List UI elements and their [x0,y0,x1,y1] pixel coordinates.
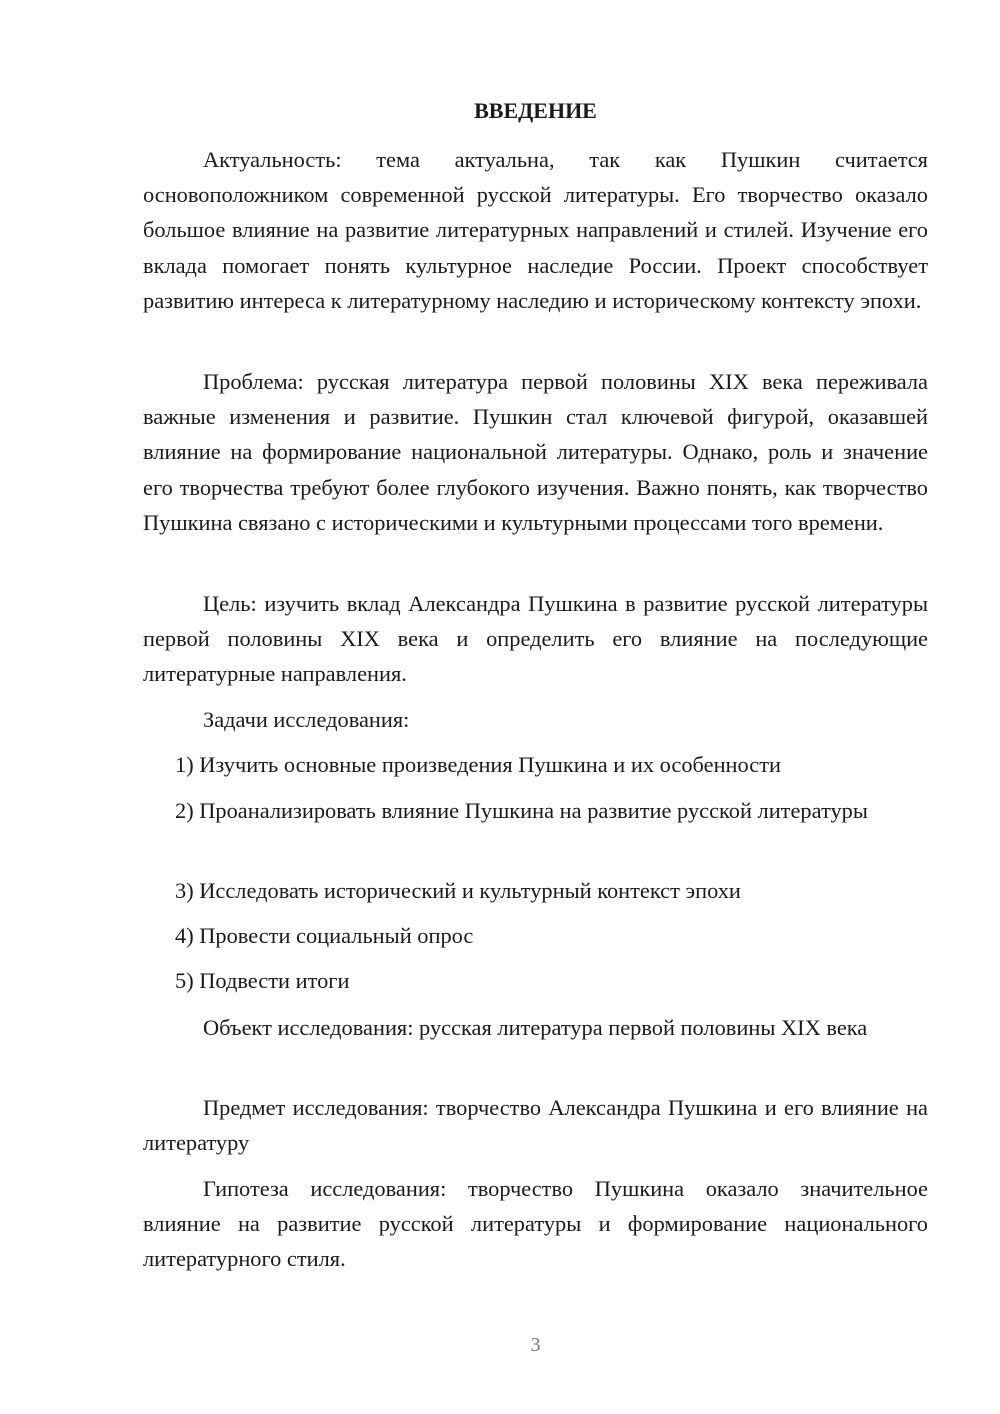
hypothesis-paragraph: Гипотеза исследования: творчество Пушкина оказало значительное влияние на развитие русской литературы и формирование национального литературного стиля. [143,1176,928,1272]
task-item-3: 3) Исследовать исторический и культурный контекст эпохи [175,878,741,903]
document-page [143,0,928,1414]
task-item-2: 2) Проанализировать влияние Пушкина на развитие русской литературы [175,798,868,823]
relevance-paragraph: Актуальность: тема актуальна, так как Пушкин считается основоположником современной русской литературы. Его творчество оказало большое влияние на развитие литературных направлений и стилей. Изучение его вклада помогает понять культурное наследие России. Проект способствует развитию интереса к литературному наследию и историческому контексту эпохи. [143,147,928,313]
task-item-5: 5) Подвести итоги [175,968,350,993]
task-item-4: 4) Провести социальный опрос [175,923,474,948]
tasks-heading: Задачи исследования: [203,707,410,732]
goal-paragraph: Цель: изучить вклад Александра Пушкина в развитие русской литературы первой половины XIX века и определить его влияние на последующие литературные направления. [143,591,928,687]
page-number: 3 [530,1334,541,1356]
problem-paragraph: Проблема: русская литература первой половины XIX века переживала важные изменения и развитие. Пушкин стал ключевой фигурой, оказавшей влияние на формирование национальной литературы. Однако, роль и значение его творчества требуют более глубокого изучения. Важно понять, как творчество Пушкина связано с историческими и культурными процессами того времени. [143,369,928,535]
task-item-1: 1) Изучить основные произведения Пушкина и их особенности [175,752,781,777]
page-title: ВВЕДЕНИЕ [474,98,597,123]
subject-paragraph: Предмет исследования: творчество Александра Пушкина и его влияние на литературу [143,1095,928,1156]
object-paragraph: Объект исследования: русская литература первой половины XIX века [203,1015,868,1040]
